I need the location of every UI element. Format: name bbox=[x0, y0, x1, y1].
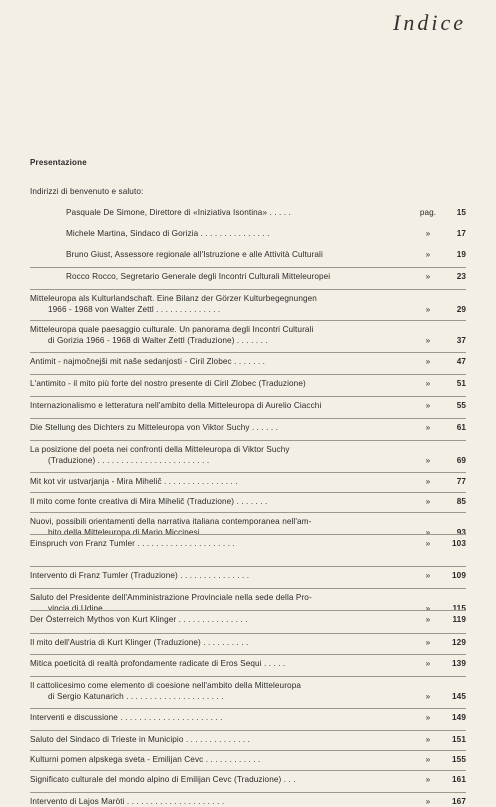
toc-entry-mark: pag. bbox=[419, 208, 437, 217]
toc-entry-title bbox=[30, 186, 400, 197]
toc-entry-page: 17 bbox=[456, 229, 466, 238]
toc-entry-line: Michele Martina, Sindaco di Gorizia . . . . . . . . . . . . . . . bbox=[66, 229, 270, 238]
toc-entry-page: 47 bbox=[456, 357, 466, 366]
toc-entry-mark: » bbox=[425, 539, 431, 548]
toc-entry-mark: » bbox=[425, 272, 431, 281]
toc-entry-title bbox=[30, 378, 400, 389]
entry-divider bbox=[30, 320, 466, 321]
toc-entry-mark: » bbox=[425, 755, 431, 764]
toc-entry-mark: » bbox=[425, 357, 431, 366]
entry-divider bbox=[30, 352, 466, 353]
toc-entry-mark: » bbox=[425, 423, 431, 432]
toc-entry-title bbox=[30, 734, 400, 745]
toc-entry-page: 19 bbox=[456, 250, 466, 259]
toc-entry-line: Bruno Giust, Assessore regionale all'Istruzione e alle Attività Culturali bbox=[66, 250, 323, 259]
entry-divider bbox=[30, 610, 466, 611]
toc-entry-title bbox=[30, 658, 400, 669]
entry-divider bbox=[30, 708, 466, 709]
toc-entry-line: Nuovi, possibili orientamenti della narrativa italiana contemporanea nell'am- bbox=[30, 517, 312, 526]
entry-divider bbox=[30, 267, 466, 268]
page-title: Indice bbox=[393, 10, 466, 35]
toc-entry-mark: » bbox=[425, 615, 431, 624]
toc-entry-page: 145 bbox=[452, 692, 466, 701]
toc-entry-page: 77 bbox=[456, 477, 466, 486]
toc-entry-title bbox=[30, 570, 400, 581]
toc-entry-title bbox=[30, 496, 400, 507]
toc-entry-page: 37 bbox=[456, 336, 466, 345]
toc-entry-mark: » bbox=[425, 528, 431, 537]
toc-entry-title bbox=[30, 538, 400, 549]
toc-entry-page: 119 bbox=[452, 615, 466, 624]
toc-entry-page: 167 bbox=[452, 797, 466, 806]
toc-entry bbox=[30, 734, 466, 745]
toc-entry-page: 129 bbox=[452, 638, 466, 647]
toc-entry-title bbox=[30, 712, 400, 723]
toc-entry-mark: » bbox=[425, 379, 431, 388]
toc-entry-line: Rocco Rocco, Segretario Generale degli Incontri Culturali Mitteleuropei bbox=[66, 272, 331, 281]
toc-entry-title bbox=[30, 614, 400, 625]
toc-entry-page: 151 bbox=[452, 735, 466, 744]
entry-divider bbox=[30, 676, 466, 677]
entry-divider bbox=[30, 770, 466, 771]
entry-divider bbox=[30, 633, 466, 634]
toc-entry bbox=[30, 614, 466, 625]
toc-entry-mark: » bbox=[425, 638, 431, 647]
toc-entry-line: di Sergio Katunarich . . . . . . . . . . . . . . . . . . . . . bbox=[48, 692, 224, 701]
toc-entry-page: 69 bbox=[456, 456, 466, 465]
toc-entry-line: Interventi e discussione . . . . . . . . . . . . . . . . . . . . . . bbox=[30, 713, 223, 722]
toc-entry-line: vincia di Udine . . . . . . . . . . . . . . . . . . . . . . . bbox=[48, 604, 212, 613]
toc-entry-page: 149 bbox=[452, 713, 466, 722]
entry-divider bbox=[30, 374, 466, 375]
toc-entry-mark: » bbox=[425, 401, 431, 410]
toc-entry-line: Il mito dell'Austria di Kurt Klinger (Traduzione) . . . . . . . . . . bbox=[30, 638, 249, 647]
entry-divider bbox=[30, 654, 466, 655]
toc-entry-line: Indirizzi di benvenuto e saluto: bbox=[30, 187, 144, 196]
toc-entry-mark: » bbox=[425, 477, 431, 486]
toc-entry-page: 15 bbox=[456, 208, 466, 217]
toc-entry-line: Il mito come fonte creativa di Mira Mihelič (Traduzione) . . . . . . . bbox=[30, 497, 268, 506]
entry-divider bbox=[30, 418, 466, 419]
toc-entry-page: 23 bbox=[456, 272, 466, 281]
toc-entry-title bbox=[30, 774, 400, 785]
toc-entry bbox=[30, 444, 466, 466]
toc-entry bbox=[30, 538, 466, 549]
toc-entry-line: Mitteleuropa als Kulturlandschaft. Eine Bilanz der Görzer Kulturbegegnungen bbox=[30, 294, 317, 303]
toc-entry-line: Mit kot vir ustvarjanja - Mira Mihelič . . . . . . . . . . . . . . . . bbox=[30, 477, 238, 486]
toc-entry bbox=[30, 378, 466, 389]
toc-entry-page: 51 bbox=[456, 379, 466, 388]
toc-entry bbox=[30, 356, 466, 367]
toc-entry bbox=[30, 228, 466, 239]
toc-entry bbox=[30, 496, 466, 507]
toc-entry-mark: » bbox=[425, 250, 431, 259]
entry-divider bbox=[30, 534, 466, 535]
toc-entry-page: 93 bbox=[456, 528, 466, 537]
toc-entry-title bbox=[30, 356, 400, 367]
toc-entry-page: 55 bbox=[456, 401, 466, 410]
toc-entry-title bbox=[30, 680, 400, 702]
toc-entry-line: di Gorizia 1966 - 1968 di Walter Zettl (Traduzione) . . . . . . . bbox=[48, 336, 268, 345]
toc-entry-line: Significato culturale del mondo alpino di Emilijan Cevc (Traduzione) . . . bbox=[30, 775, 296, 784]
toc-entry-title bbox=[30, 400, 400, 411]
entry-divider bbox=[30, 396, 466, 397]
toc-entry-title bbox=[30, 476, 400, 487]
toc-entry-line: L'antimito - il mito più forte del nostro presente di Ciril Zlobec (Traduzione) bbox=[30, 379, 306, 388]
toc-entry-page: 155 bbox=[452, 755, 466, 764]
toc-entry-mark: » bbox=[425, 497, 431, 506]
toc-entry-title bbox=[30, 324, 400, 346]
toc-entry-page: 139 bbox=[452, 659, 466, 668]
toc-entry-title bbox=[30, 754, 400, 765]
toc-entry-title bbox=[30, 249, 406, 260]
toc-entry-title bbox=[30, 444, 400, 466]
toc-entry-line: Der Österreich Mythos von Kurt Klinger . . . . . . . . . . . . . . . bbox=[30, 615, 248, 624]
toc-entry bbox=[30, 712, 466, 723]
toc-entry bbox=[30, 400, 466, 411]
toc-entry bbox=[30, 324, 466, 346]
toc-entry-title bbox=[30, 637, 400, 648]
toc-entry-title bbox=[30, 207, 406, 218]
entry-divider bbox=[30, 750, 466, 751]
toc-entry-line: bito della Mitteleuropa di Mario Miccinesi . . . . . . . . . . . bbox=[48, 528, 252, 537]
toc-entry-mark: » bbox=[425, 229, 431, 238]
toc-entry bbox=[30, 796, 466, 807]
toc-entry-line: Pasquale De Simone, Direttore di «Iniziativa Isontina» . . . . . bbox=[66, 208, 291, 217]
toc-entry-title bbox=[30, 293, 400, 315]
toc-entry-mark: » bbox=[425, 659, 431, 668]
entry-divider bbox=[30, 440, 466, 441]
toc-entry bbox=[30, 422, 466, 433]
toc-entry-line: Saluto del Sindaco di Trieste in Municipio . . . . . . . . . . . . . . bbox=[30, 735, 250, 744]
toc-entry-line: Intervento di Lajos Maròti . . . . . . . . . . . . . . . . . . . . . bbox=[30, 797, 225, 806]
toc-entry-page: 115 bbox=[452, 604, 466, 613]
entry-divider bbox=[30, 588, 466, 589]
toc-entry bbox=[30, 186, 466, 197]
section-heading: Presentazione bbox=[30, 158, 87, 167]
toc-entry bbox=[30, 637, 466, 648]
toc-entry-line: Internazionalismo e letteratura nell'ambito della Mitteleuropa di Aurelio Ciacchi bbox=[30, 401, 322, 410]
toc-entry-mark: » bbox=[425, 735, 431, 744]
toc-entry-line: Kulturni pomen alpskega sveta - Emilijan Cevc . . . . . . . . . . . . bbox=[30, 755, 261, 764]
toc-entry-line: Einspruch von Franz Tumler . . . . . . . . . . . . . . . . . . . . . bbox=[30, 539, 235, 548]
entry-divider bbox=[30, 512, 466, 513]
toc-entry-line: Die Stellung des Dichters zu Mitteleuropa von Viktor Suchy . . . . . . bbox=[30, 423, 279, 432]
entry-divider bbox=[30, 792, 466, 793]
toc-entry-line: Intervento di Franz Tumler (Traduzione) . . . . . . . . . . . . . . . bbox=[30, 571, 250, 580]
toc-entry-mark: » bbox=[425, 336, 431, 345]
toc-entry-line: Il cattolicesimo come elemento di coesione nell'ambito della Mitteleuropa bbox=[30, 681, 301, 690]
toc-entry bbox=[30, 271, 466, 282]
toc-entry-line: La posizione del poeta nei confronti della Mitteleuropa di Viktor Suchy bbox=[30, 445, 290, 454]
toc-entry bbox=[30, 774, 466, 785]
toc-entry-mark: » bbox=[425, 305, 431, 314]
entry-divider bbox=[30, 492, 466, 493]
entry-divider bbox=[30, 566, 466, 567]
toc-entry-line: Mitteleuropa quale paesaggio culturale. Un panorama degli Incontri Culturali bbox=[30, 325, 314, 334]
toc-entry-line: 1966 - 1968 von Walter Zettl . . . . . . . . . . . . . . bbox=[48, 305, 221, 314]
toc-entry-mark: » bbox=[425, 456, 431, 465]
toc-entry bbox=[30, 476, 466, 487]
toc-entry-page: 85 bbox=[456, 497, 466, 506]
toc-entry-page: 61 bbox=[456, 423, 466, 432]
toc-entry-mark: » bbox=[425, 571, 431, 580]
toc-entry-title bbox=[30, 271, 406, 282]
toc-entry-page: 161 bbox=[452, 775, 466, 784]
toc-entry bbox=[30, 293, 466, 315]
toc-entry-line: Saluto del Presidente dell'Amministrazione Provinciale nella sede della Pro- bbox=[30, 593, 312, 602]
toc-entry-line: Mitica poeticità di realtà profondamente radicate di Eros Sequi . . . . . bbox=[30, 659, 286, 668]
entry-divider bbox=[30, 730, 466, 731]
toc-entry bbox=[30, 754, 466, 765]
toc-entry-title bbox=[30, 796, 400, 807]
toc-entry bbox=[30, 207, 466, 218]
toc-entry-page: 29 bbox=[456, 305, 466, 314]
toc-entry-line: (Traduzione) . . . . . . . . . . . . . . . . . . . . . . . . bbox=[48, 456, 210, 465]
toc-entry bbox=[30, 570, 466, 581]
entry-divider bbox=[30, 472, 466, 473]
toc-entry-page: 103 bbox=[452, 539, 466, 548]
toc-entry-mark: » bbox=[425, 775, 431, 784]
toc-entry bbox=[30, 658, 466, 669]
toc-entry-mark: » bbox=[425, 797, 431, 806]
toc-entry bbox=[30, 249, 466, 260]
toc-entry-mark: » bbox=[425, 713, 431, 722]
toc-entry-page: 109 bbox=[452, 571, 466, 580]
entry-divider bbox=[30, 289, 466, 290]
toc-entry-title bbox=[30, 422, 400, 433]
toc-entry-mark: » bbox=[425, 604, 431, 613]
toc-entry-title bbox=[30, 228, 406, 239]
toc-entry-mark: » bbox=[425, 692, 431, 701]
toc-entry-line: Antimit - najmočnejši mit naše sedanjosti - Ciril Zlobec . . . . . . . bbox=[30, 357, 265, 366]
toc-entry bbox=[30, 680, 466, 702]
